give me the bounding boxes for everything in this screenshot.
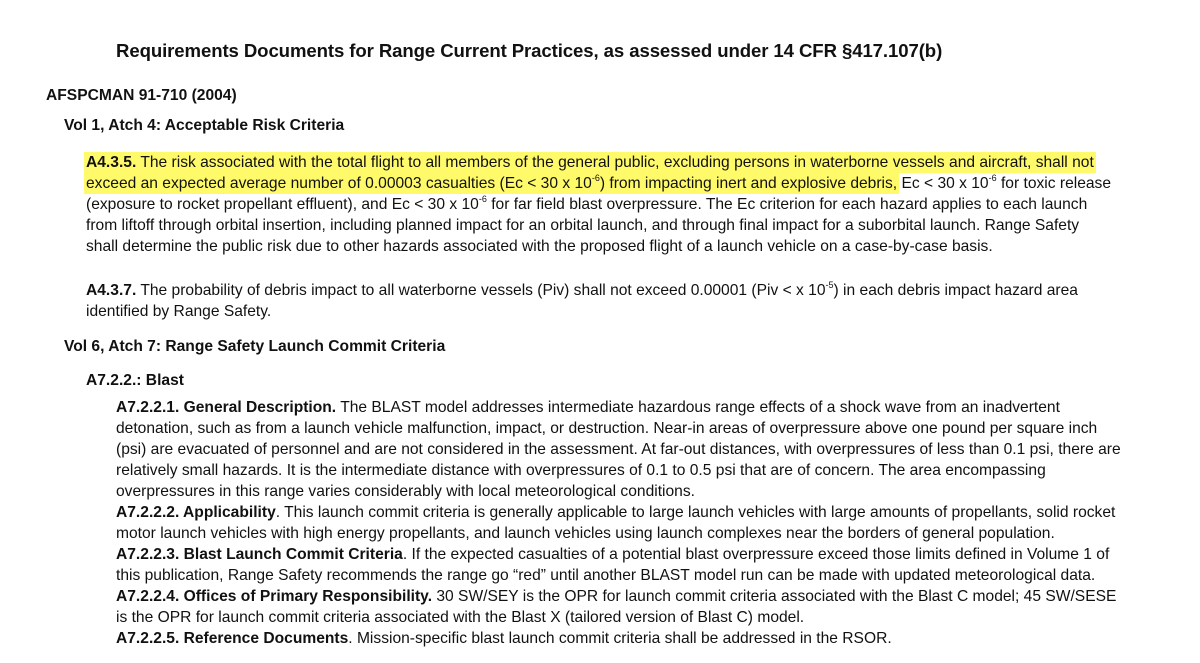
p1-line-3: (psi) are evacuated of personnel and are not considered in the assessment. At far-out distances, with overpressures of less than 0.1 psi, there are (116, 441, 1121, 458)
a437-line-1 (86, 280, 1078, 301)
a435-line-1 (86, 152, 1111, 173)
blast-subheading: A7.2.2.: Blast (86, 372, 184, 389)
p5-number: A7.2.2.5. Reference Documents (116, 630, 349, 647)
p1-line-5: overpressures in this range varies considerably with local meteorological conditions. (116, 483, 695, 500)
superscript: -6 (988, 172, 997, 183)
a435-text: Ec < 30 x 10 (897, 175, 989, 192)
a437-line-2: identified by Range Safety. (86, 303, 272, 320)
superscript: -6 (478, 193, 487, 204)
p2-line-1 (116, 502, 1121, 523)
a435-line-2 (86, 173, 1111, 194)
source-heading: AFSPCMAN 91-710 (2004) (46, 87, 237, 104)
vol1-heading: Vol 1, Atch 4: Acceptable Risk Criteria (64, 117, 345, 134)
a435-line-5: shall determine the public risk due to other hazards associated with the proposed flight of a launch vehicle on a case-by-case basis. (86, 238, 993, 255)
p3-line-2: this publication, Range Safety recommends the range go “red” until another BLAST model run can be made with updated meteorological data. (116, 567, 1096, 584)
a435-line-3 (86, 194, 1111, 215)
superscript: -5 (825, 279, 834, 290)
p3-line-1 (116, 544, 1121, 565)
p4-text: 30 SW/SEY is the OPR for launch commit criteria associated with the Blast C model; 45 SW/SESE (432, 588, 1117, 605)
p1-number: A7.2.2.1. General Description. (116, 399, 337, 416)
p1-text: The BLAST model addresses intermediate hazardous range effects of a shock wave from an inadvertent (336, 399, 1060, 416)
vol6-heading: Vol 6, Atch 7: Range Safety Launch Commit Criteria (64, 338, 446, 355)
a435-text: for far field blast overpressure. The Ec criterion for each hazard applies to each launch (486, 196, 1088, 213)
p3-number: A7.2.2.3. Blast Launch Commit Criteria (116, 546, 403, 563)
p2-text: . This launch commit criteria is generally applicable to large launch vehicles with large amounts of propellants, solid rocket (275, 504, 1116, 521)
p3-text: . If the expected casualties of a potential blast overpressure exceed those limits defined in Volume 1 of (402, 546, 1110, 563)
p1-line-4: relatively small hazards. It is the intermediate distance with overpressures of 0.1 to 0.5 psi that are of concern. The area encompassing (116, 462, 1046, 479)
document-title: Requirements Documents for Range Current Practices, as assessed under 14 CFR §417.107(b) (116, 40, 943, 61)
blast-section (116, 397, 1121, 649)
a435-text: The risk associated with the total flight to all members of the general public, excluding persons in waterborne vessels and aircraft, shall not (136, 154, 1094, 171)
p5-text: . Mission-specific blast launch commit criteria shall be addressed in the RSOR. (348, 630, 892, 647)
p4-line-2: is the OPR for launch commit criteria associated with the Blast X (tailored version of Blast C) model. (116, 609, 805, 626)
p4-number: A7.2.2.4. Offices of Primary Responsibility. (116, 588, 433, 605)
p2-line-2: motor launch vehicles with high energy propellants, and launch vehicles using launch complexes near the borders of general population. (116, 525, 1055, 542)
a435-text: exceed an expected average number of 0.00003 casualties (Ec < 30 x 10 (86, 175, 592, 192)
p1-line-2: detonation, such as from a launch vehicle malfunction, impact, or destruction. Near-in areas of overpressure above one pound per square inch (116, 420, 1098, 437)
a437-text: The probability of debris impact to all waterborne vessels (Piv) shall not exceed 0.00001 (Piv < x 10 (136, 282, 826, 299)
a437-number: A4.3.7. (86, 282, 137, 299)
a435-text: for toxic release (996, 175, 1112, 192)
p1-line-1 (116, 397, 1121, 418)
superscript: -6 (591, 172, 600, 183)
a435-line-4: from liftoff through orbital insertion, including planned impact for an orbital launch, and through final impact for a suborbital launch. Range Safety (86, 217, 1080, 234)
p4-line-1 (116, 586, 1121, 607)
a435-number: A4.3.5. (86, 154, 137, 171)
a437-text: ) in each debris impact hazard area (833, 282, 1078, 299)
p2-number: A7.2.2.2. Applicability (116, 504, 276, 521)
a435-text: ) from impacting inert and explosive debris, (599, 175, 898, 192)
a435-text: (exposure to rocket propellant effluent), and Ec < 30 x 10 (86, 196, 479, 213)
paragraph-a435 (86, 152, 1111, 257)
p5-line-1 (116, 628, 1121, 649)
paragraph-a437 (86, 280, 1078, 322)
